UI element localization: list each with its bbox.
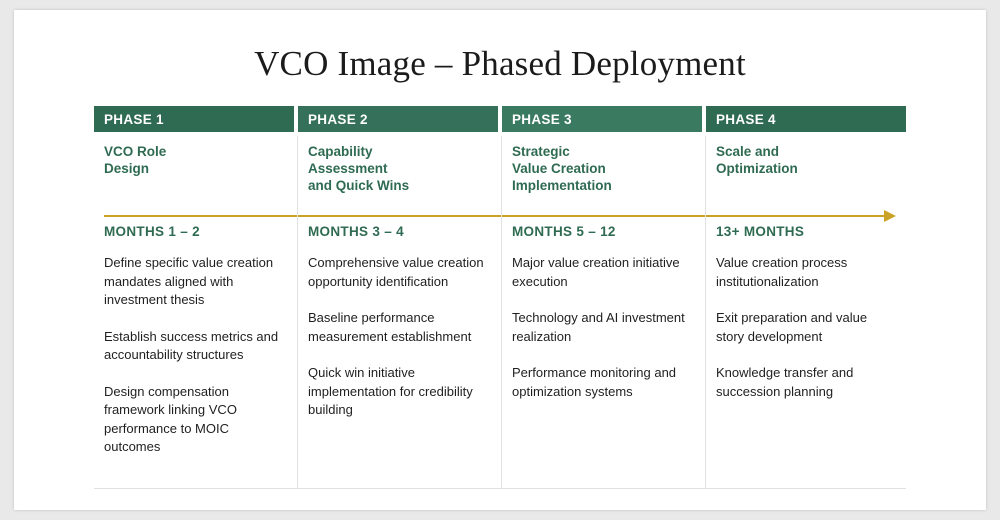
phase-column-4[interactable] <box>706 106 906 197</box>
timeline-arrow-line <box>104 215 886 217</box>
phase-header-1: PHASE 1 <box>94 106 294 132</box>
phase-title-4-line-2: Optimization <box>716 161 798 176</box>
phase-column-3[interactable] <box>502 106 702 197</box>
months-label-4: 13+ MONTHS <box>716 224 805 239</box>
list-item: Establish success metrics and accountability structures <box>104 328 279 362</box>
bullet-list-1 <box>94 254 294 475</box>
list-item: Comprehensive value creation opportunity identification <box>308 255 484 289</box>
timeline-arrow <box>94 206 906 226</box>
months-row <box>94 224 906 239</box>
bullet-list-2 <box>298 254 498 475</box>
phase-header-4: PHASE 4 <box>706 106 906 132</box>
column-divider <box>501 136 502 488</box>
bullets-row <box>94 254 906 475</box>
phase-column-1[interactable] <box>94 106 294 197</box>
bullet-list-3 <box>502 254 702 475</box>
months-label-1: MONTHS 1 – 2 <box>104 224 200 239</box>
phase-title-2-line-1: Capability <box>308 144 373 159</box>
diagram-baseline <box>94 488 906 489</box>
phase-title-3-line-1: Strategic <box>512 144 570 159</box>
list-item: Exit preparation and value story development <box>716 310 868 344</box>
phase-column-2[interactable] <box>298 106 498 197</box>
phase-title-4 <box>706 143 906 197</box>
phase-title-3-line-3: Implementation <box>512 178 612 193</box>
months-label-3: MONTHS 5 – 12 <box>512 224 616 239</box>
phase-title-1 <box>94 143 294 197</box>
phase-title-3 <box>502 143 702 197</box>
list-item: Knowledge transfer and succession planning <box>716 365 854 399</box>
list-item: Define specific value creation mandates aligned with investment thesis <box>104 255 274 307</box>
phase-title-1-line-2: Design <box>104 161 150 176</box>
list-item: Baseline performance measurement establishment <box>308 310 472 344</box>
list-item: Design compensation framework linking VCO performance to MOIC outcomes <box>104 383 237 454</box>
list-item: Performance monitoring and optimization systems <box>512 365 677 399</box>
page-title: VCO Image – Phased Deployment <box>254 44 746 83</box>
phase-title-2-line-3: and Quick Wins <box>308 178 410 193</box>
timeline-arrow-head-icon <box>884 210 896 222</box>
phased-deployment-diagram <box>94 106 906 488</box>
list-item: Major value creation initiative execution <box>512 255 680 289</box>
phase-title-3-line-2: Value Creation <box>512 161 606 176</box>
phase-header-3: PHASE 3 <box>502 106 702 132</box>
phase-title-1-line-1: VCO Role <box>104 144 167 159</box>
phase-header-2: PHASE 2 <box>298 106 498 132</box>
months-label-2: MONTHS 3 – 4 <box>308 224 404 239</box>
list-item: Quick win initiative implementation for credibility building <box>308 365 473 417</box>
phase-headers-row <box>94 106 906 197</box>
bullet-list-4 <box>706 254 906 475</box>
column-divider <box>297 136 298 488</box>
list-item: Technology and AI investment realization <box>512 310 685 344</box>
phase-title-2-line-2: Assessment <box>308 161 388 176</box>
list-item: Value creation process institutionalization <box>716 255 848 289</box>
phase-title-4-line-1: Scale and <box>716 144 780 159</box>
slide-canvas <box>14 10 986 510</box>
phase-title-2 <box>298 143 498 197</box>
column-divider <box>705 136 706 488</box>
